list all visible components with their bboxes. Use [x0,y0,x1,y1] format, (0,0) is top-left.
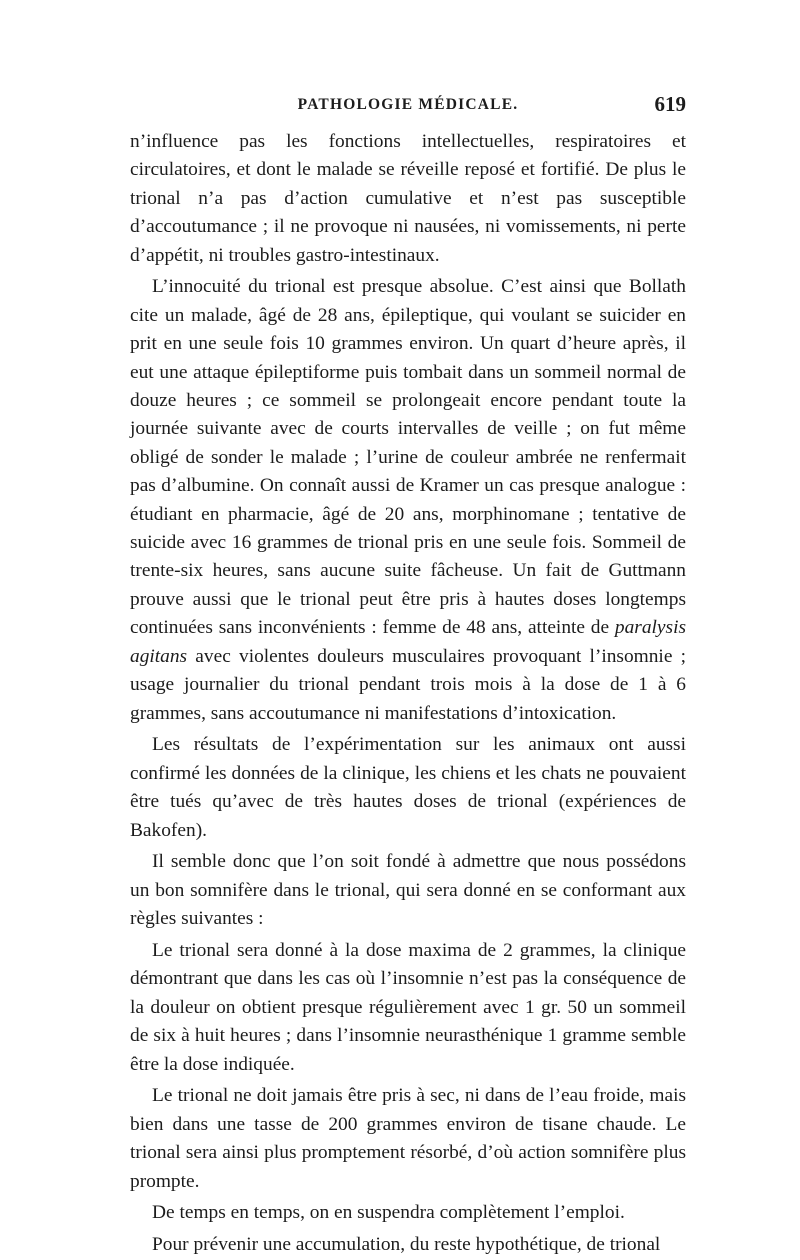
paragraph [130,273,686,728]
text-run: Les résultats de l’expérimentation sur les animaux ont aussi confirmé les données de la clinique, les chiens et les chats ne pouvaient être tués qu’avec de très hautes doses de trional (expériences de Bakofen). [130,734,686,841]
paragraph [130,128,686,270]
text-run: n’influence pas les fonctions intellectuelles, respiratoires et circulatoires, et dont le malade se réveille reposé et fortifié. De plus le trional n’a pas d’action cumulative et n’est pas susceptible d’accoutumance ; il ne provoque ni nausées, ni vomissements, ni perte d’appétit, ni troubles gastro-intestinaux. [130,131,686,266]
paragraph [130,1231,686,1259]
italic-text-run: paralysis agitans [130,617,686,667]
paragraph [130,937,686,1079]
text-run: Le trional sera donné à la dose maxima de 2 grammes, la clinique démontrant que dans les cas où l’insomnie n’est pas la conséquence de la douleur on obtient presque régulièrement avec 1 gr. 50 un sommeil de six à huit heures ; dans l’insomnie neurasthénique 1 gramme semble être la dose indiquée. [130,939,686,1075]
running-title: PATHOLOGIE MÉDICALE. [297,96,519,113]
page-number: 619 [654,92,686,116]
paragraph [130,848,686,933]
body-text [130,128,686,1260]
running-head [130,92,686,126]
text-run: Le trional ne doit jamais être pris à sec, ni dans de l’eau froide, mais bien dans une tasse de 200 grammes environ de tisane chaude. Le trional sera ainsi plus promptement résorbé, d’où action somnifère plus prompte. [130,1085,686,1192]
text-run: avec violentes douleurs musculaires provoquant l’insomnie ; usage journalier du trional pendant trois mois à la dose de 1 à 6 grammes, sans accoutumance ni manifestations d’intoxication. [130,645,686,724]
paragraph [130,1199,686,1227]
text-run: L’innocuité du trional est presque absolue. C’est ainsi que Bollath cite un malade, âgé de 28 ans, épileptique, qui voulant se suicider en prit en une seule fois 10 grammes environ. Un quart d’heure après, il eut une attaque épileptiforme puis tombait dans un sommeil normal de douze heures ; ce sommeil se prolongeait encore pendant toute la journée suivante avec de courts intervalles de veille ; on fut même obligé de sonder le malade ; l’urine de couleur ambrée ne renfermait pas d’albumine. On connaît aussi de Kramer un cas presque analogue : étudiant en pharmacie, âgé de 20 ans, morphinomane ; tentative de suicide avec 16 grammes de trional pris en une seule fois. Sommeil de trente-six heures, sans aucune suite fâcheuse. Un fait de Guttmann prouve aussi que le trional peut être pris à hautes doses longtemps continuées sans inconvénients : femme de 48 ans, atteinte de [130,276,686,639]
paragraph [130,731,686,845]
text-run: Pour prévenir une accumulation, du reste hypothétique, de trional [152,1234,661,1256]
text-run: Il semble donc que l’on soit fondé à admettre que nous possédons un bon somnifère dans le trional, qui sera donné en se conformant aux règles suivantes : [130,851,686,930]
text-run: De temps en temps, on en suspendra complètement l’emploi. [152,1202,625,1224]
paragraph [130,1082,686,1196]
